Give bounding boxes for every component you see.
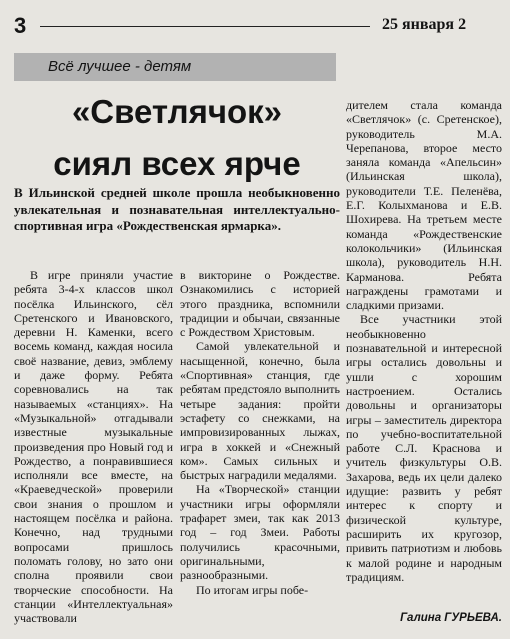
column-1-paragraph: В игре приняли участие ребята 3-4-х классов школ посёлка Ильинского, сёл Сретенского и Ивановского, деревни Н. Каменки, всего восемь команд, каждая носила своё название, девиз, эмблему и даже форму. Ребята соревновались на так называемых «станциях». На «Музыкальной» отгадывали известные музыкальные произведения про Новый год и Рождество, а понравившиеся исполняли все вместе, на «Краеведческой» проверили свои знания о прошлом и настоящем посёлка и района. Конечно, над трудными вопросами пришлось поломать голову, но зато они сполна проявили свои творческие способности. На станции «Интеллектуальная» участвовали <box>14 268 173 626</box>
column-2-paragraph: По итогам игры побе- <box>196 582 309 597</box>
page-header <box>0 14 510 38</box>
article-column-2 <box>180 268 340 597</box>
article-lead: В Ильинской средней школе прошла необыкновенно увлекательная и познавательная интеллектуально-спортивная игра «Рождественская ярмарка». <box>14 185 340 233</box>
section-rubric: Всё лучшее - детям <box>14 53 336 81</box>
article-column-1 <box>14 268 173 625</box>
issue-date: 25 января 2 <box>382 16 467 33</box>
author-signature: Галина ГУРЬЕВА. <box>400 612 502 624</box>
column-2-paragraph: в викторине о Рождестве. Ознакомились с историей этого праздника, вспомнили традиции и обычаи, связанные с Рождеством Христовым. <box>180 268 340 340</box>
column-2-paragraph: На «Творческой» станции участники игры оформляли трафарет змеи, так как 2013 год – год Змеи. Работы получились красочными, оригинальными, разнообразными. <box>180 482 340 583</box>
header-rule <box>40 26 370 27</box>
article-column-3 <box>346 98 502 584</box>
headline-line-2: сиял всех ярче <box>53 145 301 182</box>
column-2-paragraph: Самой увлекательной и насыщенной, конечно, была «Спортивная» станция, где ребятам предстояло выполнить четыре задания: пройти эстафету со снежками, на импровизированных лыжах, игра в хоккей и «Снежный ком». Самых сильных и быстрых наградили медалями. <box>180 339 340 483</box>
headline-line-1: «Светлячок» <box>71 93 283 130</box>
column-3-paragraph: дителем стала команда «Светлячок» (с. Сретенское), руководитель М.А. Черепанова, второе место заняла команда «Апельсин» (Ильинская школа), руководители Т.Е. Пеленёва, Е.Г. Колыхманова и Е.В. Шохирева. На третьем месте команда «Рождественские колокольчики» (Ильинская школа), руководитель Н.Н. Карманова. Ребята награждены грамотами и сладкими призами. <box>346 98 502 313</box>
column-3-paragraph: Все участники этой необыкновенно познавательной и интересной игры остались довольны и ушли с хорошим настроением. Остались довольны и организаторы игры – заместитель директора по учебно-воспитательной работе С.Л. Краснова и учитель физкультуры О.В. Захарова, ведь их цели далеко идущие: развить у ребят интерес к спорту и физической культуре, расширить их кругозор, привить патриотизм и любовь к малой родине и народным традициям. <box>346 312 502 584</box>
page-number: 3 <box>14 13 27 38</box>
article-headline <box>12 86 342 190</box>
